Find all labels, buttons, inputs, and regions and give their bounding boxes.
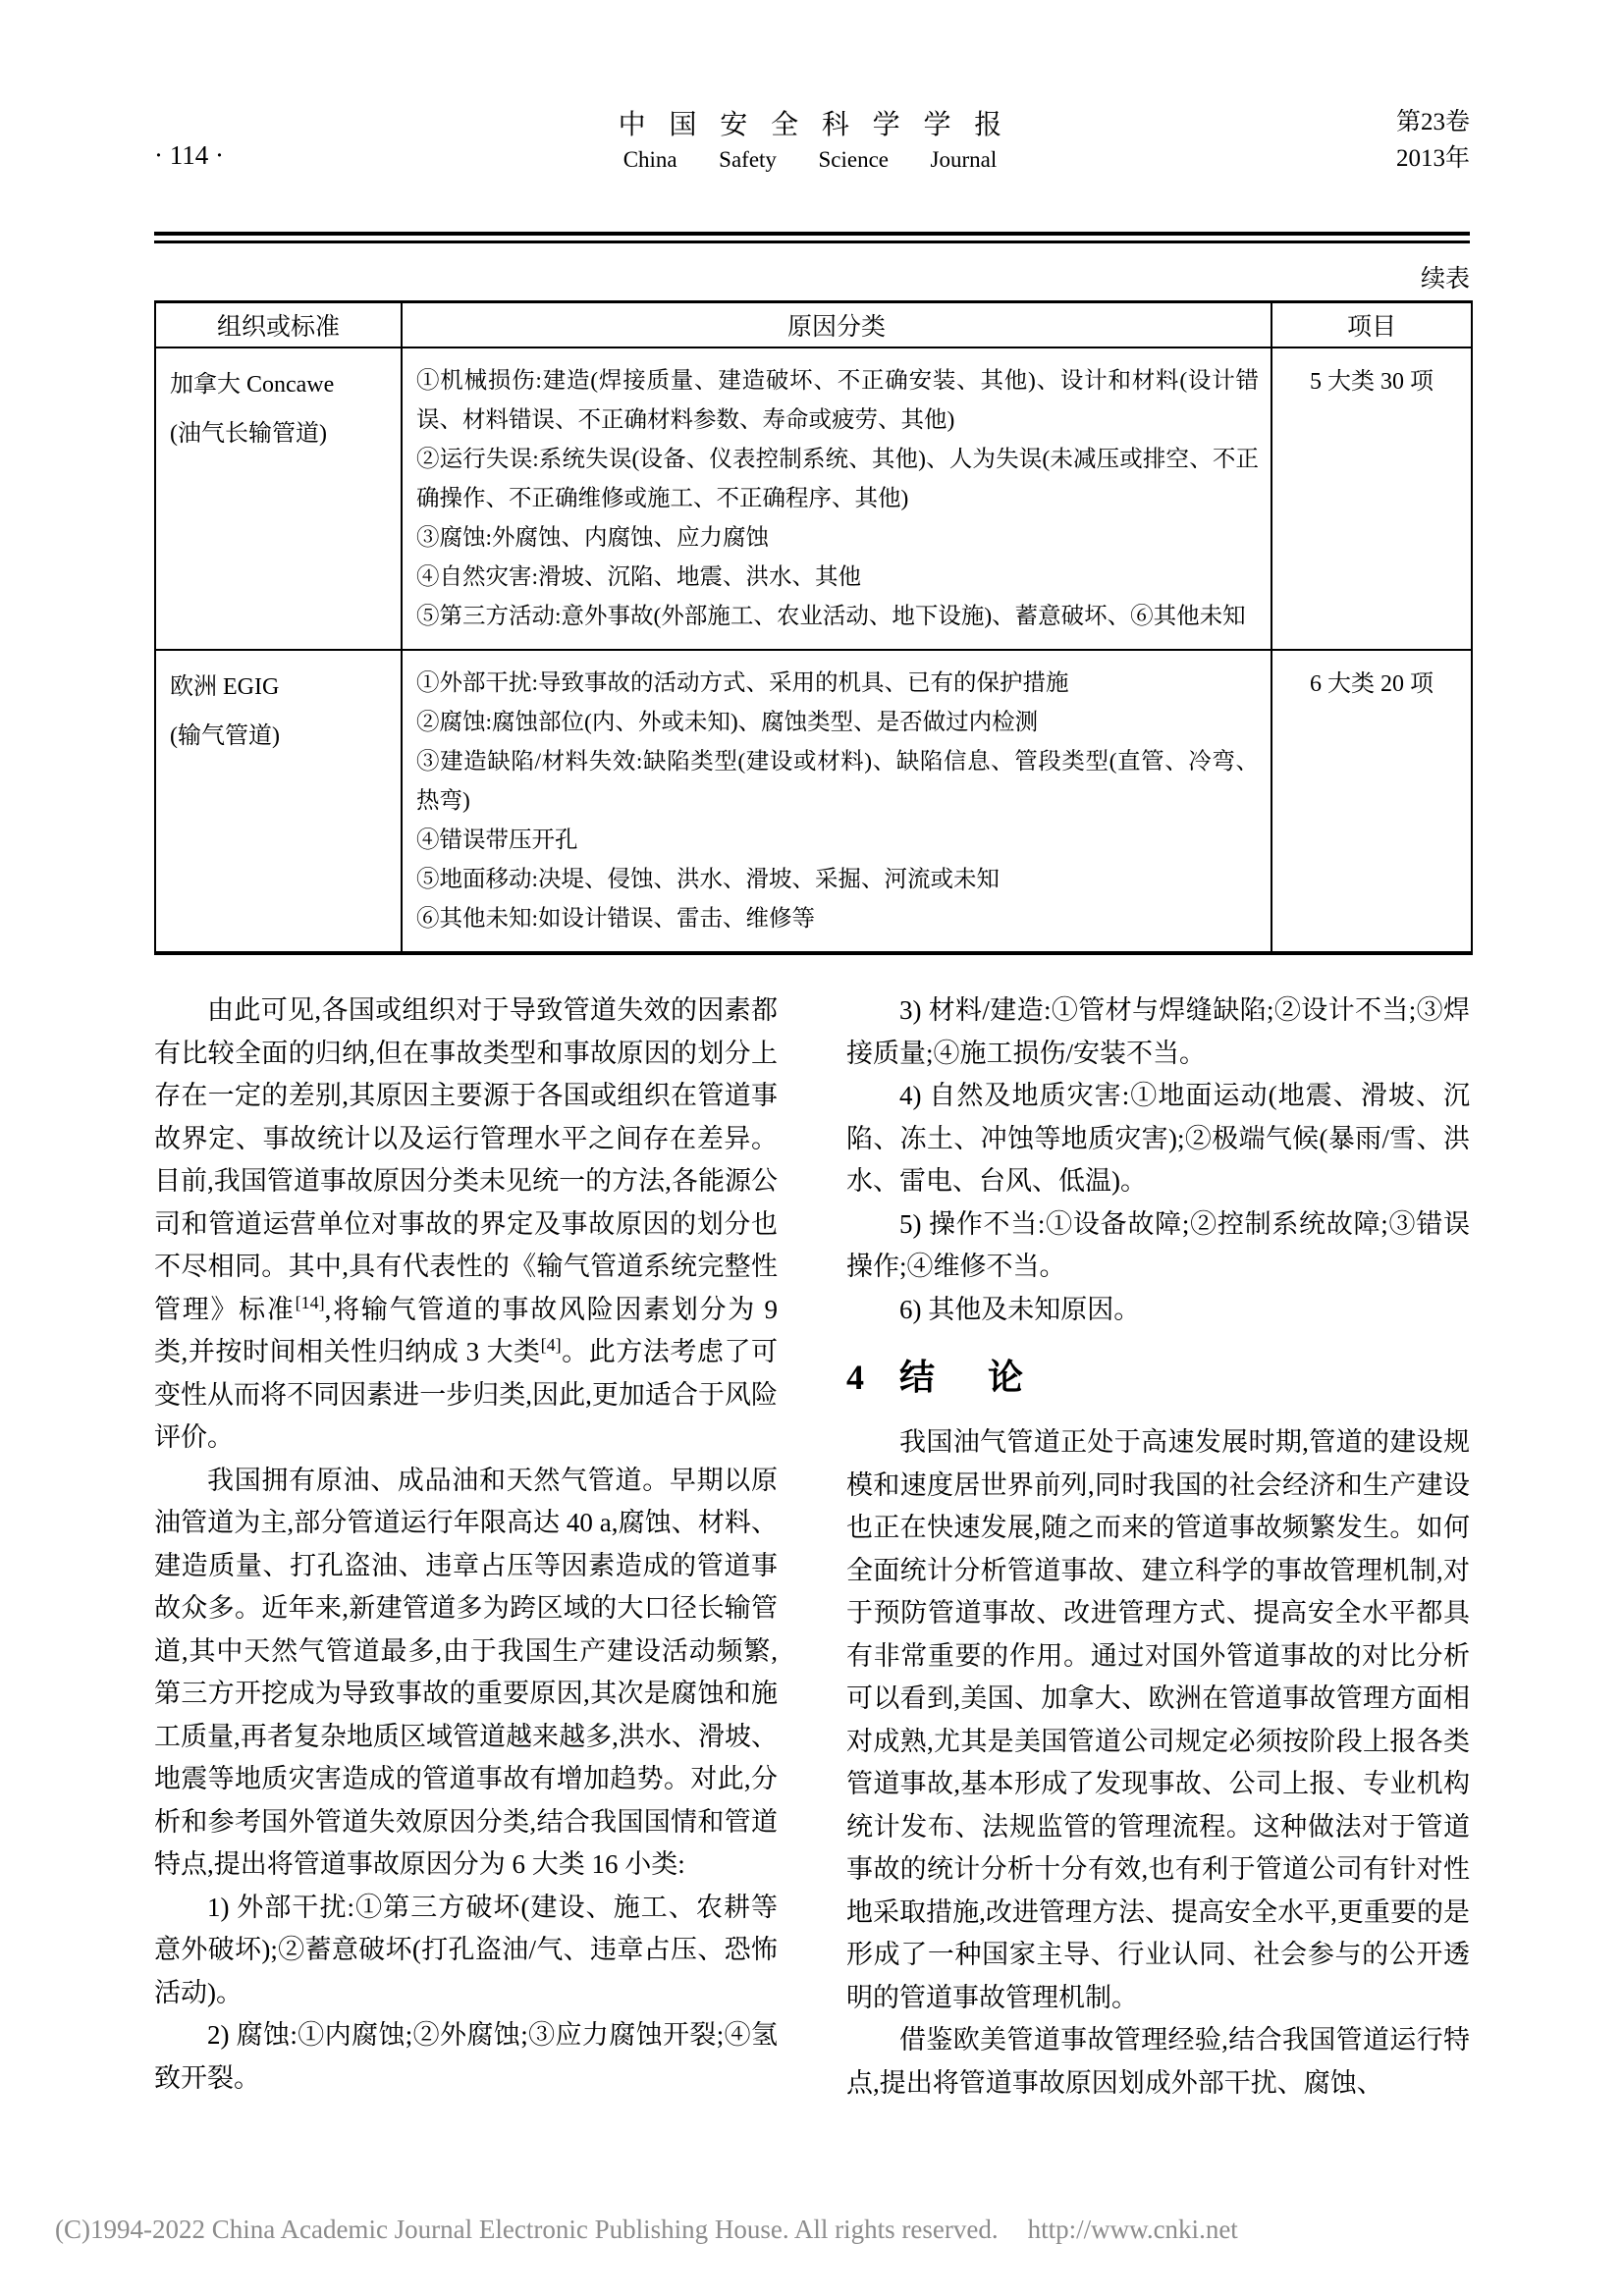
citation-ref: [14] (295, 1292, 325, 1312)
body-paragraph: 我国拥有原油、成品油和天然气管道。早期以原油管道为主,部分管道运行年限高达 40 a,腐蚀、材料、建造质量、打孔盗油、违章占压等因素造成的管道事故众多。近年来,新建管道多为跨区域的大口径长输管道,其中天然气管道最多,由于我国生产建设活动频繁,第三方开挖成为导致事故的重要原因,其次是腐蚀和施工质量,再者复杂地质区域管道越来越多,洪水、滑坡、地震等地质灾害造成的管道事故有增加趋势。对此,分析和参考国外管道失效原因分类,结合我国国情和管道特点,提出将管道事故原因分为 6 大类 16 小类: (154, 1465, 778, 1879)
scan-footer (55, 2215, 1528, 2245)
body-text (154, 989, 1470, 2105)
header-divider-rule (154, 232, 1470, 243)
page-header (154, 104, 1470, 177)
list-paragraph: 1) 外部干扰:①第三方破坏(建设、施工、农耕等意外破坏);②蓄意破坏(打孔盗油/气、违章占压、恐怖活动)。 (154, 1892, 778, 2007)
conclusion-section-heading (846, 1355, 1470, 1400)
list-paragraph: 4) 自然及地质灾害:①地面运动(地震、滑坡、沉陷、冻土、冲蚀等地质灾害);②极端气候(暴雨/雪、洪水、雷电、台风、低温)。 (846, 1081, 1470, 1196)
cause-item: ②运行失误:系统失误(设备、仪表控制系统、其他)、人为失误(未减压或排空、不正确操作、不正确维修或施工、不正确程序、其他) (416, 447, 1259, 511)
journal-title-cn: 中国安全科学学报 (618, 110, 1026, 140)
text-run: 由此可见,各国或组织对于导致管道失效的因素都有比较全面的归纳,但在事故类型和事故原因的划分上存在一定的差别,其原因主要源于各国或组织在管道事故界定、事故统计以及运行管理水平之间存在差异。目前,我国管道事故原因分类未见统一的方法,各能源公司和管道运营单位对事故的界定及事故原因的划分也不尽相同。其中,具有代表性的《输气管道系统完整性管理》标准 (154, 995, 778, 1324)
table-header-row (155, 302, 1472, 348)
body-paragraph (154, 989, 778, 1460)
section-title: 结 论 (899, 1358, 1033, 1397)
col-header-organization: 组织或标准 (155, 302, 402, 348)
volume-number: 第23卷 (1395, 109, 1470, 135)
section-number: 4 (846, 1358, 864, 1397)
col-header-items: 项目 (1271, 302, 1472, 348)
list-paragraph: 3) 材料/建造:①管材与焊缝缺陷;②设计不当;③焊接质量;④施工损伤/安装不当。 (846, 995, 1470, 1068)
cause-item: ⑥其他未知:如设计错误、雷击、维修等 (416, 906, 816, 932)
cnki-url: http://www.cnki.net (1027, 2215, 1238, 2244)
col-header-cause-category: 原因分类 (402, 302, 1271, 348)
list-paragraph: 6) 其他及未知原因。 (899, 1294, 1141, 1324)
copyright-notice: (C)1994-2022 China Academic Journal Electronic Publishing House. All rights reserved. (55, 2215, 999, 2244)
volume-block (1396, 104, 1470, 177)
right-column (846, 989, 1470, 2105)
cause-item: ④错误带压开孔 (416, 828, 578, 853)
cause-item: ⑤地面移动:决堤、侵蚀、洪水、滑坡、采掘、河流或未知 (416, 867, 1001, 892)
cause-item: ②腐蚀:腐蚀部位(内、外或未知)、腐蚀类型、是否做过内检测 (416, 710, 1039, 735)
org-pipeline-type: (输气管道) (170, 723, 280, 749)
cause-item: ⑤第三方活动:意外事故(外部施工、农业活动、地下设施)、蓄意破坏、⑥其他未知 (416, 604, 1246, 629)
text-run: ,将输气管道的事故风险因素划分为 9 类,并按时间相关性归纳成 3 大类 (154, 1294, 779, 1366)
items-cell: 6 大类 20 项 (1271, 650, 1472, 953)
org-name: 加拿大 Concawe (170, 372, 335, 398)
cause-item: ④自然灾害:滑坡、沉陷、地震、洪水、其他 (416, 564, 862, 590)
items-cell: 5 大类 30 项 (1271, 347, 1472, 650)
org-cell (155, 650, 402, 953)
table-row (155, 650, 1472, 953)
list-paragraph: 2) 腐蚀:①内腐蚀;②外腐蚀;③应力腐蚀开裂;④氢致开裂。 (154, 2020, 778, 2093)
table-continued-note: 续表 (1420, 266, 1470, 293)
table-row (155, 347, 1472, 650)
cause-item: ①机械损伤:建造(焊接质量、建造破坏、不正确安装、其他)、设计和材料(设计错误、材料错误、不正确材料参数、寿命或疲劳、其他) (416, 368, 1259, 433)
journal-title-en: China Safety Science Journal (622, 147, 998, 172)
page-number: · 114 · (154, 140, 224, 170)
publication-year: 2013年 (1395, 145, 1470, 172)
list-paragraph: 5) 操作不当:①设备故障;②控制系统故障;③错误操作;④维修不当。 (846, 1208, 1470, 1281)
body-paragraph: 借鉴欧美管道事故管理经验,结合我国管道运行特点,提出将管道事故原因划成外部干扰、腐蚀、 (846, 2025, 1470, 2098)
citation-ref: [4] (540, 1335, 562, 1355)
org-cell (155, 347, 402, 650)
org-pipeline-type: (油气长输管道) (170, 421, 327, 447)
journal-titles (595, 108, 1025, 177)
cause-item: ③建造缺陷/材料失效:缺陷类型(建设或材料)、缺陷信息、管段类型(直管、冷弯、热弯) (416, 749, 1259, 814)
cause-item: ①外部干扰:导致事故的活动方式、采用的机具、已有的保护措施 (416, 670, 1069, 696)
body-paragraph: 我国油气管道正处于高速发展时期,管道的建设规模和速度居世界前列,同时我国的社会经济和生产建设也正在快速发展,随之而来的管道事故频繁发生。如何全面统计分析管道事故、建立科学的事故管理机制,对于预防管道事故、改进管理方式、提高安全水平都具有非常重要的作用。通过对国外管道事故的对比分析可以看到,美国、加拿大、欧洲在管道事故管理方面相对成熟,尤其是美国管道公司规定必须按阶段上报各类管道事故,基本形成了发现事故、公司上报、专业机构统计发布、法规监管的管理流程。这种做法对于管道事故的统计分析十分有效,也有利于管道公司有针对性地采取措施,改进管理方法、提高安全水平,更重要的是形成了一种国家主导、行业认同、社会参与的公开透明的管道事故管理机制。 (846, 1427, 1470, 2012)
text-run: 。此方法考虑了可变性从而将不同因素进一步归类,因此,更加适合于风险评价。 (154, 1337, 779, 1452)
cause-cell (402, 650, 1271, 953)
cause-cell (402, 347, 1271, 650)
org-name: 欧洲 EGIG (170, 674, 280, 700)
left-column (154, 989, 778, 2105)
cause-classification-table (154, 300, 1473, 955)
cause-item: ③腐蚀:外腐蚀、内腐蚀、应力腐蚀 (416, 525, 770, 551)
